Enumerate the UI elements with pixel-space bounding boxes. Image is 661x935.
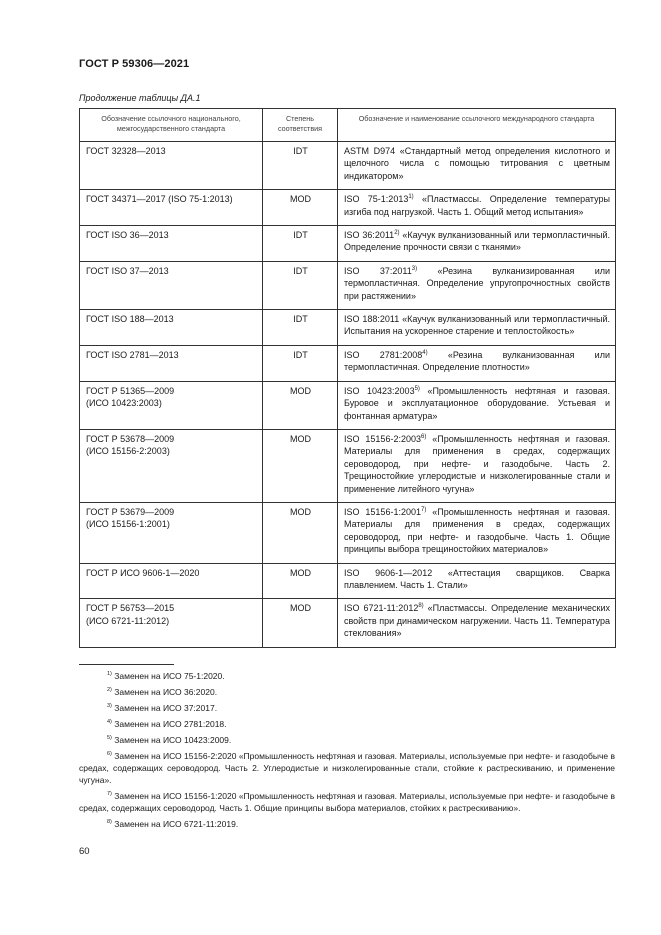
table-row xyxy=(80,345,616,381)
footnotes xyxy=(79,670,615,834)
footnote-text: Заменен на ИСО 10423:2009. xyxy=(111,735,232,745)
table-row xyxy=(80,226,616,262)
table-row xyxy=(80,599,616,647)
footnote-mark: 5) xyxy=(107,735,112,742)
international-standard-code: ISO 37:2011 xyxy=(344,265,412,276)
footnote xyxy=(79,702,615,714)
international-standard-title: «Промышленность нефтяная и газовая. Буровое и эксплуатационное оборудование. Устьевая и фонтанная арматура» xyxy=(344,385,610,421)
footnote-ref: 7) xyxy=(420,506,427,513)
table-row xyxy=(80,142,616,190)
column-header-international: Обозначение и наименование ссылочного международного стандарта xyxy=(338,109,616,142)
table-row xyxy=(80,381,616,429)
national-standard-equivalent: (ИСО 6721-11:2012) xyxy=(86,615,170,626)
national-standard: ГОСТ Р 56753—2015 xyxy=(86,603,175,614)
national-standard-cell xyxy=(80,261,263,309)
degree-cell: MOD xyxy=(263,502,338,563)
degree-cell: MOD xyxy=(263,563,338,599)
table-row xyxy=(80,429,616,502)
international-standard-code: ASTM D974 xyxy=(344,146,396,156)
footnote-ref: 3) xyxy=(411,265,418,272)
national-standard-equivalent: (ИСО 10423:2003) xyxy=(86,398,162,409)
international-standard-title: «Каучук вулканизованный или термопластичный. Испытания на ускоренное старение и теплостойкость» xyxy=(344,314,610,337)
national-standard: ГОСТ ISO 36—2013 xyxy=(86,230,169,241)
footnote-text: Заменен на ИСО 36:2020. xyxy=(111,687,218,697)
national-standard: ГОСТ ISO 2781—2013 xyxy=(86,349,179,360)
document-header: ГОСТ Р 59306—2021 xyxy=(79,58,190,70)
footnote xyxy=(79,718,615,730)
national-standard: ГОСТ Р 53679—2009 xyxy=(86,506,175,517)
international-standard-cell xyxy=(338,190,616,226)
national-standard-cell xyxy=(80,345,263,381)
degree-cell: MOD xyxy=(263,599,338,647)
footnote-text: Заменен на ИСО 6721-11:2019. xyxy=(111,819,239,829)
page-number: 60 xyxy=(79,846,90,857)
degree-cell: MOD xyxy=(263,381,338,429)
footnote-mark: 7) xyxy=(107,791,112,798)
international-standard-code: ISO 9606-1—2012 xyxy=(344,567,433,578)
table-header-row xyxy=(80,109,616,142)
national-standard: ГОСТ Р 51365—2009 xyxy=(86,385,175,396)
international-standard-title: «Пластмассы. Определение температуры изгиба под нагрузкой. Часть 1. Общий метод испытания» xyxy=(344,194,610,217)
international-standard-cell xyxy=(338,142,616,190)
international-standard-title: «Резина вулканизированная или термопластичная. Определение упругопрочностных свойств при растяжении» xyxy=(344,265,610,301)
footnote-text: Заменен на ИСО 75-1:2020. xyxy=(111,671,225,681)
footnote xyxy=(79,734,615,746)
table-row xyxy=(80,563,616,599)
international-standard-cell xyxy=(338,563,616,599)
table-row xyxy=(80,261,616,309)
international-standard-code: ISO 6721-11:2012 xyxy=(344,603,419,614)
footnote-text: Заменен на ИСО 15156-2:2020 «Промышленность нефтяная и газовая. Материалы, используемые при нефте- и газодобыче в средах, содержащих сероводород. Часть 2. Углеродистые и низколегированные стали, стойкие к растрескиванию, и применение чугуна». xyxy=(79,751,615,785)
reference-table xyxy=(79,108,616,648)
footnote-mark: 6) xyxy=(107,751,112,758)
international-standard-title: «Каучук вулканизованный или термопластичный. Определение прочности связи с тканями» xyxy=(344,230,610,253)
footnote-ref: 2) xyxy=(394,230,400,237)
international-standard-title: «Пластмассы. Определение механических свойств при динамическом нагружении. Часть 11. Температура стеклования» xyxy=(344,603,611,639)
table-row xyxy=(80,190,616,226)
national-standard-cell xyxy=(80,599,263,647)
national-standard-cell xyxy=(80,226,263,262)
column-header-national: Обозначение ссылочного национального, межгосударственного стандарта xyxy=(80,109,263,142)
footnote xyxy=(79,790,615,814)
international-standard-title: «Промышленность нефтяная и газовая. Материалы для применения в средах, содержащих сероводород, при нефте- и газодобыче. Часть 2. Трещиностойкие углеродистые и низколегированные стали и применение литейного чугуна» xyxy=(344,433,611,494)
international-standard-code: ISO 15156-2:2003 xyxy=(344,433,421,444)
table-row xyxy=(80,502,616,563)
footnote-mark: 3) xyxy=(107,703,112,710)
degree-cell: IDT xyxy=(263,142,338,190)
national-standard-cell xyxy=(80,310,263,346)
footnote xyxy=(79,686,615,698)
international-standard-code: ISO 2781:2008 xyxy=(344,349,423,360)
national-standard-cell xyxy=(80,502,263,563)
footnote-ref: 8) xyxy=(418,603,424,610)
footnote-mark: 4) xyxy=(107,719,112,726)
international-standard-title: «Стандартный метод определения кислотного и щелочного числа с помощью титрования с цветным индикатором» xyxy=(344,146,610,181)
national-standard: ГОСТ 34371—2017 (ISO 75-1:2013) xyxy=(86,194,233,205)
degree-cell: IDT xyxy=(263,345,338,381)
footnote-ref: 4) xyxy=(422,349,428,356)
footnote-text: Заменен на ИСО 37:2017. xyxy=(111,703,218,713)
footnote-text: Заменен на ИСО 2781:2018. xyxy=(111,719,227,729)
national-standard-cell xyxy=(80,429,263,502)
footnote xyxy=(79,670,615,682)
footnote-mark: 8) xyxy=(107,819,112,826)
international-standard-cell xyxy=(338,429,616,502)
table-caption: Продолжение таблицы ДА.1 xyxy=(79,93,201,103)
international-standard-code: ISO 15156-1:2001 xyxy=(344,506,421,517)
national-standard: ГОСТ ISO 188—2013 xyxy=(86,314,174,325)
footnote-ref: 5) xyxy=(414,385,420,392)
national-standard: ГОСТ Р ИСО 9606-1—2020 xyxy=(86,567,200,578)
footnote xyxy=(79,818,615,830)
degree-cell: IDT xyxy=(263,226,338,262)
international-standard-cell xyxy=(338,345,616,381)
international-standard-title: «Промышленность нефтяная и газовая. Материалы для применения в средах, содержащих сероводород, при нефте- и газодобыче. Часть 1. Общие принципы выбора трещиностойких материалов» xyxy=(344,506,611,555)
national-standard-cell xyxy=(80,381,263,429)
footnote-mark: 2) xyxy=(107,687,112,694)
footnote xyxy=(79,750,615,786)
international-standard-code: ISO 36:2011 xyxy=(344,230,395,241)
international-standard-cell xyxy=(338,599,616,647)
national-standard-cell xyxy=(80,190,263,226)
footnote-separator xyxy=(79,664,174,665)
international-standard-title: «Аттестация сварщиков. Сварка плавлением. Часть 1. Стали» xyxy=(344,567,610,590)
international-standard-cell xyxy=(338,502,616,563)
international-standard-code: ISO 10423:2003 xyxy=(344,385,415,396)
international-standard-code: ISO 75-1:2013 xyxy=(344,194,409,205)
national-standard-cell xyxy=(80,563,263,599)
international-standard-cell xyxy=(338,381,616,429)
footnote-ref: 1) xyxy=(408,194,414,201)
national-standard: ГОСТ Р 53678—2009 xyxy=(86,433,175,444)
international-standard-cell xyxy=(338,261,616,309)
degree-cell: IDT xyxy=(263,261,338,309)
international-standard-cell xyxy=(338,310,616,346)
footnote-text: Заменен на ИСО 15156-1:2020 «Промышленность нефтяная и газовая. Материалы, используемые при нефте- и газодобыче в средах, содержащих сероводород. Часть 1. Общие принципы выбора материалов, стойких к растрескиванию». xyxy=(79,791,615,813)
national-standard-equivalent: (ИСО 15156-2:2003) xyxy=(86,446,170,457)
degree-cell: IDT xyxy=(263,310,338,346)
degree-cell: MOD xyxy=(263,190,338,226)
footnote-mark: 1) xyxy=(107,671,112,678)
table-row xyxy=(80,310,616,346)
international-standard-title: «Резина вулканизованная или термопластичная. Определение плотности» xyxy=(344,349,610,373)
international-standard-code: ISO 188:2011 xyxy=(344,314,400,325)
column-header-degree: Степень соответствия xyxy=(263,109,338,142)
footnote-ref: 6) xyxy=(420,433,427,440)
national-standard-equivalent: (ИСО 15156-1:2001) xyxy=(86,519,170,530)
national-standard-cell xyxy=(80,142,263,190)
international-standard-cell xyxy=(338,226,616,262)
table-body xyxy=(80,142,616,648)
degree-cell: MOD xyxy=(263,429,338,502)
national-standard: ГОСТ ISO 37—2013 xyxy=(86,265,169,276)
national-standard: ГОСТ 32328—2013 xyxy=(86,146,166,156)
